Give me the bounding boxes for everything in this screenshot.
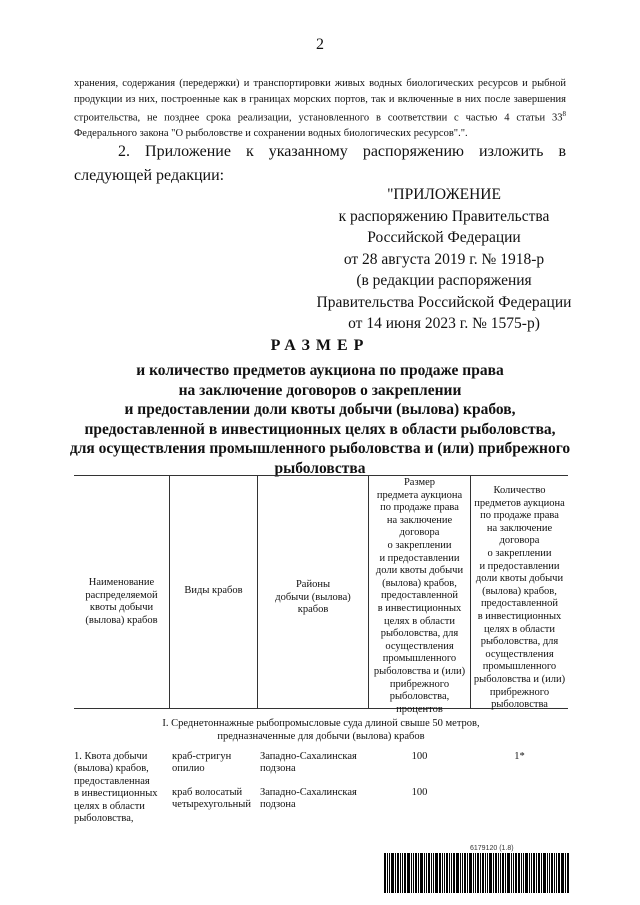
header-quota-name: Наименование распределяемой квоты добычи (вылова) крабов: [85, 577, 158, 626]
barcode-bar: [551, 853, 553, 893]
barcode-bar: [495, 853, 497, 893]
barcode-bar: [407, 853, 410, 893]
barcode-bar: [431, 853, 432, 893]
header-fishing-areas: Районы добычи (вылова) крабов: [275, 579, 351, 616]
barcode-bar: [521, 853, 522, 893]
document-title: РАЗМЕР: [270, 337, 370, 354]
barcode-bar: [536, 853, 537, 893]
section-line: предназначенные для добычи (вылова) крабов: [217, 730, 425, 742]
barcode-bar: [467, 853, 468, 893]
appendix-line: "ПРИЛОЖЕНИЕ: [387, 186, 501, 203]
table-row-2-species: краб волосатый четырехугольный: [172, 787, 251, 811]
barcode-bar: [489, 853, 492, 893]
barcode-bar: [549, 853, 550, 893]
barcode-bar: [424, 853, 425, 893]
header-auction-count: Количество предметов аукциона по продаже права на заключение договора о закреплении и предоставлении доли квоты добычи (вылова) крабов, предоставленной в инвестиционных целях в области рыболовства, для осуществления промышленного рыболовства и (или) прибрежного рыболовства: [473, 485, 566, 711]
barcode-bar: [513, 853, 514, 893]
header-crab-species: Виды крабов: [184, 585, 243, 596]
barcode-bar: [507, 853, 510, 893]
barcode-bar: [561, 853, 564, 893]
barcode-bar: [389, 853, 390, 893]
barcode-bar: [498, 853, 499, 893]
barcode-bar: [426, 853, 427, 893]
barcode-bar: [547, 853, 548, 893]
barcode-bar: [533, 853, 535, 893]
barcode-bar: [515, 853, 517, 893]
table-row-1-area: Западно-Сахалинская подзона: [260, 751, 357, 775]
barcode-bar: [538, 853, 540, 893]
barcode-bar: [462, 853, 463, 893]
document-subtitle: [60, 361, 580, 478]
quota-name-cell: 1. Квота добычи (вылова) крабов, предоставленная в инвестиционных целях в области рыболовства,: [74, 751, 158, 825]
subtitle-line: на заключение договоров о закреплении: [178, 381, 462, 399]
barcode-bar: [446, 853, 448, 893]
continuation-paragraph: [74, 76, 566, 142]
barcode-bar: [411, 853, 412, 893]
barcode-bar: [473, 853, 474, 893]
barcode-bar: [502, 853, 504, 893]
barcode-bar: [464, 853, 466, 893]
barcode-bar: [460, 853, 461, 893]
barcode-bar: [451, 853, 452, 893]
barcode-bar: [525, 853, 528, 893]
barcode-bar: [505, 853, 506, 893]
table-border-top: [74, 475, 568, 476]
table-row-2-size: 100: [411, 787, 428, 798]
table-row-2-area: Западно-Сахалинская подзона: [260, 787, 357, 811]
barcode-bar: [475, 853, 476, 893]
item-2-paragraph: 2. Приложение к указанному распоряжению изложить в следующей редакции:: [74, 143, 566, 184]
appendix-line: Российской Федерации: [367, 229, 521, 246]
barcode-bar: [485, 853, 486, 893]
barcode-bar: [397, 853, 399, 893]
barcode-bar: [554, 853, 555, 893]
barcode-bar: [444, 853, 445, 893]
subtitle-line: и количество предметов аукциона по продаже права: [136, 362, 504, 379]
barcode-bar: [493, 853, 494, 893]
barcode-bar: [456, 853, 459, 893]
barcode: [384, 853, 584, 893]
subtitle-line: рыболовства: [274, 459, 366, 477]
barcode-bar: [556, 853, 557, 893]
barcode-bar: [418, 853, 419, 893]
barcode-bar: [400, 853, 401, 893]
allocation-table: [74, 475, 568, 855]
barcode-bar: [453, 853, 455, 893]
barcode-bar: [420, 853, 423, 893]
footnote-superscript: 8: [562, 110, 566, 118]
barcode-bar: [482, 853, 484, 893]
barcode-bar: [543, 853, 546, 893]
section-heading: [74, 718, 568, 743]
barcode-bar: [500, 853, 501, 893]
barcode-bar: [442, 853, 443, 893]
barcode-bar: [433, 853, 434, 893]
table-row-1-count: 1*: [514, 751, 525, 762]
barcode-bar: [523, 853, 524, 893]
barcode-bar: [567, 853, 569, 893]
barcode-bar: [413, 853, 414, 893]
barcode-bar: [511, 853, 512, 893]
appendix-line: Правительства Российской Федерации: [316, 293, 572, 311]
barcode-bar: [435, 853, 438, 893]
barcode-bar: [402, 853, 403, 893]
subtitle-line: и предоставлении доли квоты добычи (вылова) крабов,: [124, 401, 516, 418]
barcode-bar: [480, 853, 481, 893]
barcode-bar: [415, 853, 417, 893]
table-row-1-species: краб-стригун опилио: [172, 751, 232, 775]
document-code: 6179120 (1.8): [470, 845, 514, 852]
continuation-text-end: Федерального закона "О рыболовстве и сохранении водных биологических ресурсов".".: [74, 128, 468, 139]
barcode-bar: [387, 853, 388, 893]
subtitle-line: для осуществления промышленного рыболовства и (или) прибрежного: [69, 440, 571, 457]
barcode-bar: [449, 853, 450, 893]
barcode-bar: [439, 853, 441, 893]
barcode-bar: [428, 853, 430, 893]
barcode-bar: [529, 853, 530, 893]
barcode-bar: [487, 853, 488, 893]
section-line: I. Среднетоннажные рыбопромысловые суда длиной свыше 50 метров,: [162, 718, 480, 729]
barcode-bar: [395, 853, 396, 893]
table-row-1-size: 100: [411, 751, 428, 762]
barcode-bar: [384, 853, 386, 893]
appendix-line: (в редакции распоряжения: [356, 272, 532, 289]
appendix-line: от 28 августа 2019 г. № 1918-р: [343, 250, 545, 268]
barcode-bar: [541, 853, 542, 893]
header-auction-size: Размер предмета аукциона по продаже права на заключение договора о закреплении и предоставлении доли квоты добычи (вылова) крабов, предоставленной в инвестиционных целях в области рыболовства, для осуществления промышленного рыболовства и (или) прибрежного рыболовства, процентов: [373, 477, 466, 715]
continuation-text: хранения, содержания (передержки) и транспортировки живых водных биологических ресурсов и рыбной продукции из них, построенные как в границах морских портов, так и включенные в них после завершения строительства, не позднее срока реализации, установленного в соответствии с частью 4 статьи 33: [74, 78, 566, 124]
barcode-bar: [531, 853, 532, 893]
appendix-header: [300, 184, 588, 335]
barcode-bar: [391, 853, 394, 893]
barcode-bar: [518, 853, 520, 893]
barcode-bar: [477, 853, 479, 893]
appendix-line: от 14 июня 2023 г. № 1575-р): [348, 315, 540, 332]
appendix-line: к распоряжению Правительства: [338, 207, 550, 225]
page-number: 2: [316, 36, 324, 53]
subtitle-line: предоставленной в инвестиционных целях в области рыболовства,: [84, 420, 556, 438]
barcode-bar: [558, 853, 560, 893]
barcode-bar: [565, 853, 566, 893]
barcode-bar: [469, 853, 472, 893]
barcode-bar: [404, 853, 406, 893]
